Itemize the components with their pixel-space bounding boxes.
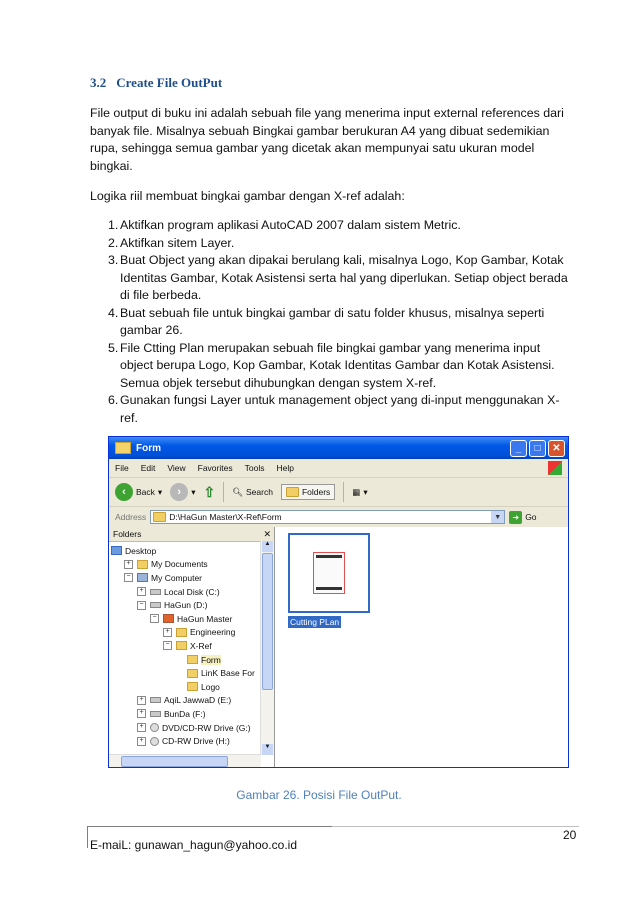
folder-icon [115, 442, 131, 454]
expand-toggle[interactable]: − [150, 614, 159, 623]
address-label: Address [115, 512, 147, 522]
list-item [90, 340, 570, 393]
tree-item-label: My Documents [151, 559, 208, 570]
back-label: Back [136, 487, 155, 497]
search-label: Search [246, 487, 273, 497]
folders-icon [286, 487, 299, 497]
go-arrow-icon: ➜ [509, 511, 522, 524]
scroll-thumb[interactable] [262, 553, 273, 690]
explorer-screenshot [108, 436, 569, 768]
tree-item-label: DVD/CD-RW Drive (G:) [162, 722, 251, 733]
tree-item[interactable] [109, 734, 274, 748]
address-path: D:\HaGun Master\X-Ref\Form [169, 512, 282, 522]
tree-item[interactable] [109, 612, 274, 626]
file-view [275, 527, 568, 767]
folders-pane-title: Folders [113, 529, 142, 539]
step-text: Aktifkan program aplikasi AutoCAD 2007 dalam sistem Metric. [120, 218, 461, 232]
step-number: 2. [108, 235, 119, 250]
section-heading [90, 75, 232, 91]
up-folder-icon[interactable]: ⇧ [203, 483, 216, 500]
footer-divider [332, 826, 579, 827]
tree-item[interactable] [109, 598, 274, 612]
expand-toggle[interactable]: − [124, 573, 133, 582]
expand-toggle[interactable]: + [137, 709, 146, 718]
step-text: Buat Object yang akan dipakai berulang kali, misalnya Logo, Kop Gambar, Kotak Identitas Gambar, Kotak Asistensi serta hal yang diperlukan. Setiap object berada di file berbeda. [120, 253, 568, 302]
footer-divider [87, 826, 88, 848]
folder-icon [187, 682, 198, 691]
folder-icon [187, 669, 198, 678]
tree-item-label: X-Ref [190, 640, 212, 651]
section-number: 3.2 [90, 75, 107, 90]
tree-item-label: Engineering [190, 627, 236, 638]
list-item [90, 392, 570, 427]
step-number: 3. [108, 253, 119, 267]
step-number: 4. [108, 305, 119, 320]
forward-arrow-icon: › [170, 483, 188, 501]
toolbar [109, 478, 568, 507]
back-button[interactable] [115, 483, 162, 501]
forward-button[interactable] [170, 483, 195, 501]
list-item [90, 235, 570, 253]
maximize-button[interactable]: □ [529, 440, 546, 457]
folder-open-icon [187, 655, 198, 664]
folder-icon [153, 512, 166, 522]
tree-item-label: BunDa (F:) [164, 708, 206, 719]
menu-edit[interactable]: Edit [140, 463, 156, 473]
tree-item-selected[interactable] [109, 653, 274, 667]
file-thumbnail[interactable] [288, 533, 370, 613]
tree-item[interactable] [109, 639, 274, 653]
vertical-scrollbar[interactable] [260, 541, 274, 755]
expand-toggle[interactable]: + [137, 696, 146, 705]
expand-toggle[interactable]: + [163, 628, 172, 637]
step-text: Buat sebuah file untuk bingkai gambar di satu folder khusus, misalnya seperti gambar 26. [120, 305, 545, 337]
step-text: Gunakan fungsi Layer untuk management object yang di-input menggunakan X-ref. [120, 393, 560, 425]
drive-icon [150, 602, 161, 608]
tree-item-label: AqiL JawwaD (E:) [164, 695, 232, 706]
logic-paragraph: Logika riil membuat bingkai gambar dengan X-ref adalah: [90, 189, 405, 203]
scroll-down-icon[interactable]: ▼ [262, 744, 273, 755]
tree-item-label: HaGun Master [177, 613, 233, 624]
computer-icon [137, 573, 148, 582]
footer-email: E-maiL: gunawan_hagun@yahoo.co.id [90, 838, 297, 852]
cd-drive-icon [150, 737, 159, 746]
windows-logo-icon [548, 461, 562, 475]
drawing-preview-icon [313, 552, 345, 594]
menu-help[interactable]: Help [276, 463, 294, 473]
tree-item[interactable] [109, 558, 274, 572]
chevron-down-icon[interactable]: ▼ [491, 511, 504, 523]
desktop-icon [111, 546, 122, 555]
expand-toggle[interactable]: + [137, 737, 146, 746]
folders-button[interactable] [281, 484, 335, 500]
window-titlebar [109, 437, 568, 459]
tree-item[interactable] [109, 571, 274, 585]
address-bar [109, 507, 568, 528]
tree-item[interactable] [109, 666, 274, 680]
steps-list [90, 217, 570, 427]
chevron-down-icon: ▾ [363, 486, 368, 497]
tree-item-label: Form [201, 654, 221, 665]
toolbar-divider [223, 482, 224, 502]
drive-icon [150, 589, 161, 595]
tree-item[interactable] [109, 707, 274, 721]
step-number: 6. [108, 393, 119, 407]
step-number: 1. [108, 218, 119, 232]
expand-toggle[interactable]: + [124, 560, 133, 569]
menu-tools[interactable]: Tools [244, 463, 265, 473]
folders-pane [109, 527, 275, 767]
tree-item-label: My Computer [151, 572, 203, 583]
close-button[interactable]: ✕ [548, 440, 565, 457]
footer-divider [87, 826, 332, 827]
list-item [90, 217, 570, 235]
tree-item-label: CD-RW Drive (H:) [162, 736, 230, 747]
tree-item-label: Local Disk (C:) [164, 586, 220, 597]
step-text: File Ctting Plan merupakan sebuah file bingkai gambar yang menerima input object berupa Logo, Kop Gambar, Kotak Identitas Gambar dan Kotak Asistensi. Semua objek tersebut dihubungkan dengan system X-ref. [120, 340, 555, 390]
tree-item-label: Desktop [125, 545, 157, 556]
tree-item[interactable] [109, 680, 274, 694]
expand-toggle[interactable]: − [137, 601, 146, 610]
tree-item[interactable] [109, 544, 274, 558]
expand-toggle[interactable]: − [163, 641, 172, 650]
expand-toggle[interactable]: + [137, 587, 146, 596]
folder-icon [176, 628, 187, 637]
folder-tree [109, 542, 274, 748]
drive-icon [150, 711, 161, 717]
folder-icon [163, 614, 174, 623]
page-number: 20 [563, 828, 577, 842]
minimize-button[interactable]: _ [510, 440, 527, 457]
menu-bar [109, 459, 568, 478]
chevron-down-icon[interactable]: ▾ [157, 486, 163, 497]
address-input[interactable] [150, 510, 505, 524]
window-title: Form [136, 442, 161, 454]
list-item [90, 305, 570, 340]
documents-icon [137, 560, 148, 569]
explorer-panes [109, 527, 568, 767]
cd-drive-icon [150, 723, 159, 732]
section-title: Create File OutPut [116, 75, 223, 90]
go-button[interactable] [509, 511, 536, 524]
views-icon: ▦ [352, 486, 361, 497]
folders-pane-header [109, 527, 274, 542]
tree-item-label: HaGun (D:) [164, 600, 208, 611]
folder-icon [176, 641, 187, 650]
tree-item-label: Logo [201, 681, 220, 692]
list-item [90, 252, 570, 305]
folders-label: Folders [301, 487, 331, 497]
toolbar-divider [343, 482, 344, 502]
figure-caption: Gambar 26. Posisi File OutPut. [236, 788, 402, 802]
menu-file[interactable]: File [115, 463, 129, 473]
scroll-thumb[interactable] [121, 756, 228, 767]
file-label[interactable]: Cutting PLan [290, 617, 340, 627]
tree-item[interactable] [109, 626, 274, 640]
go-label: Go [525, 512, 537, 522]
views-button[interactable] [352, 487, 367, 498]
menu-view[interactable]: View [167, 463, 186, 473]
horizontal-scrollbar[interactable] [109, 754, 261, 767]
search-button[interactable] [232, 487, 273, 498]
drive-icon [150, 697, 161, 703]
search-icon: 🔍︎ [232, 486, 243, 497]
scroll-up-icon[interactable]: ▲ [262, 541, 273, 552]
close-icon[interactable]: ✕ [263, 528, 271, 539]
back-arrow-icon: ‹ [115, 483, 133, 501]
chevron-down-icon[interactable]: ▾ [191, 486, 196, 497]
menu-favorites[interactable]: Favorites [197, 463, 233, 473]
tree-item[interactable] [109, 585, 274, 599]
tree-item[interactable] [109, 694, 274, 708]
step-number: 5. [108, 340, 119, 355]
tree-item-label: LinK Base For [201, 668, 255, 679]
tree-item[interactable] [109, 721, 274, 735]
intro-paragraph: File output di buku ini adalah sebuah file yang menerima input external references dari banyak file. Misalnya sebuah Bingkai gambar berukuran A4 yang dibuat sedemikian rupa, sehingga semua gambar yang dicetak akan mempunyai satu ukuran model bingkai. [90, 106, 564, 173]
expand-toggle[interactable]: + [137, 723, 146, 732]
step-text: Aktifkan sitem Layer. [120, 235, 235, 250]
